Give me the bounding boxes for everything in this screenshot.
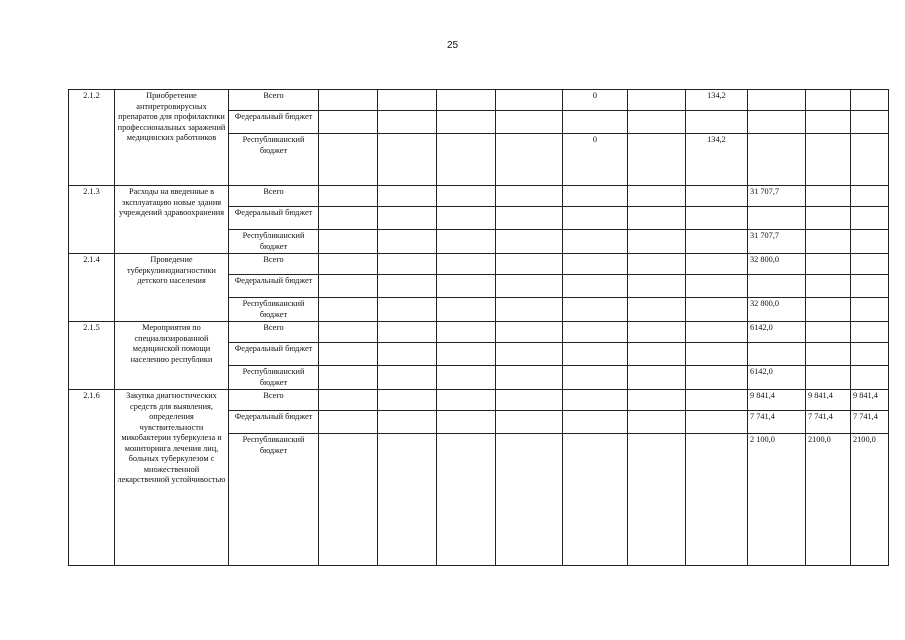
value-cell	[496, 111, 563, 134]
table-row	[69, 390, 889, 411]
section-number: 2.1.4	[69, 254, 115, 322]
value-cell	[628, 298, 686, 322]
value-cell	[686, 230, 748, 254]
value-cell	[496, 134, 563, 186]
value-cell: 9 841,4	[806, 390, 851, 411]
value-cell	[806, 343, 851, 366]
value-cell	[686, 254, 748, 275]
value-cell	[748, 343, 806, 366]
value-cell	[437, 186, 496, 207]
value-cell	[378, 322, 437, 343]
table-row	[69, 186, 889, 207]
value-cell	[851, 207, 889, 230]
value-cell	[748, 111, 806, 134]
funding-source: Всего	[229, 90, 319, 111]
value-cell	[686, 434, 748, 566]
value-cell	[851, 134, 889, 186]
value-cell	[628, 275, 686, 298]
funding-source: Федеральный бюджет	[229, 275, 319, 298]
value-cell	[319, 90, 378, 111]
value-cell	[628, 366, 686, 390]
value-cell: 134,2	[686, 90, 748, 111]
value-cell	[496, 343, 563, 366]
value-cell	[496, 275, 563, 298]
value-cell	[851, 90, 889, 111]
value-cell	[748, 207, 806, 230]
value-cell	[496, 322, 563, 343]
value-cell	[378, 366, 437, 390]
value-cell	[851, 230, 889, 254]
value-cell	[378, 411, 437, 434]
value-cell	[496, 230, 563, 254]
value-cell: 7 741,4	[748, 411, 806, 434]
value-cell	[686, 366, 748, 390]
value-cell	[319, 434, 378, 566]
value-cell	[496, 186, 563, 207]
value-cell	[319, 322, 378, 343]
page-number: 25	[446, 40, 459, 51]
value-cell	[628, 134, 686, 186]
funding-source: Республиканский бюджет	[229, 134, 319, 186]
value-cell	[496, 90, 563, 111]
value-cell	[628, 230, 686, 254]
value-cell	[806, 275, 851, 298]
value-cell	[806, 230, 851, 254]
value-cell	[496, 390, 563, 411]
value-cell	[378, 390, 437, 411]
funding-source: Всего	[229, 322, 319, 343]
value-cell	[496, 366, 563, 390]
value-cell	[628, 254, 686, 275]
value-cell	[851, 111, 889, 134]
value-cell	[378, 111, 437, 134]
value-cell: 2100,0	[851, 434, 889, 566]
value-cell	[496, 411, 563, 434]
value-cell	[437, 298, 496, 322]
value-cell: 6142,0	[748, 322, 806, 343]
value-cell	[686, 390, 748, 411]
section-number: 2.1.2	[69, 90, 115, 186]
value-cell	[563, 186, 628, 207]
value-cell: 31 707,7	[748, 186, 806, 207]
value-cell	[437, 366, 496, 390]
value-cell	[319, 254, 378, 275]
value-cell	[437, 434, 496, 566]
value-cell	[496, 434, 563, 566]
value-cell	[437, 411, 496, 434]
value-cell	[563, 366, 628, 390]
value-cell	[563, 275, 628, 298]
value-cell	[628, 90, 686, 111]
funding-source: Всего	[229, 254, 319, 275]
value-cell	[806, 186, 851, 207]
value-cell	[319, 134, 378, 186]
value-cell	[437, 275, 496, 298]
value-cell	[319, 111, 378, 134]
value-cell: 7 741,4	[851, 411, 889, 434]
value-cell	[437, 343, 496, 366]
value-cell	[851, 186, 889, 207]
value-cell	[748, 134, 806, 186]
value-cell	[378, 343, 437, 366]
table-row	[69, 322, 889, 343]
section-number: 2.1.6	[69, 390, 115, 566]
value-cell	[319, 390, 378, 411]
value-cell	[378, 207, 437, 230]
value-cell	[378, 134, 437, 186]
value-cell	[319, 411, 378, 434]
value-cell	[686, 411, 748, 434]
value-cell: 0	[563, 90, 628, 111]
value-cell: 32 800,0	[748, 254, 806, 275]
value-cell	[437, 111, 496, 134]
value-cell	[851, 275, 889, 298]
value-cell	[563, 322, 628, 343]
value-cell	[748, 90, 806, 111]
value-cell	[563, 207, 628, 230]
value-cell: 2100,0	[806, 434, 851, 566]
funding-source: Республиканский бюджет	[229, 434, 319, 566]
section-number: 2.1.5	[69, 322, 115, 390]
value-cell	[319, 343, 378, 366]
table-row	[69, 90, 889, 111]
value-cell	[628, 411, 686, 434]
value-cell	[686, 111, 748, 134]
value-cell	[628, 207, 686, 230]
value-cell	[851, 298, 889, 322]
section-number: 2.1.3	[69, 186, 115, 254]
value-cell	[563, 254, 628, 275]
value-cell	[496, 298, 563, 322]
value-cell	[628, 322, 686, 343]
value-cell	[378, 90, 437, 111]
value-cell	[806, 90, 851, 111]
value-cell	[628, 434, 686, 566]
value-cell	[563, 434, 628, 566]
value-cell	[851, 343, 889, 366]
value-cell	[806, 207, 851, 230]
table-row	[69, 254, 889, 275]
value-cell	[686, 186, 748, 207]
value-cell	[686, 343, 748, 366]
value-cell	[437, 207, 496, 230]
section-name: Закупка диагностических средств для выявления, определения чувствительности микобактерии туберкулеза и мониторинга лечения лиц, больных туберкулезом с множественной лекарственной устойчивостью	[115, 390, 229, 566]
value-cell	[563, 111, 628, 134]
funding-source: Федеральный бюджет	[229, 343, 319, 366]
value-cell	[378, 230, 437, 254]
value-cell	[437, 322, 496, 343]
value-cell	[319, 207, 378, 230]
section-name: Мероприятия по специализированной медицинской помощи населению республики	[115, 322, 229, 390]
value-cell: 9 841,4	[748, 390, 806, 411]
section-name: Проведение туберкулинодиагностики детского населения	[115, 254, 229, 322]
section-name: Расходы на введенные в эксплуатацию новые здания учреждений здравоохранения	[115, 186, 229, 254]
value-cell	[806, 322, 851, 343]
value-cell	[496, 207, 563, 230]
value-cell	[563, 390, 628, 411]
value-cell	[851, 322, 889, 343]
value-cell	[319, 186, 378, 207]
value-cell	[563, 411, 628, 434]
funding-source: Республиканский бюджет	[229, 298, 319, 322]
value-cell: 9 841,4	[851, 390, 889, 411]
value-cell	[378, 298, 437, 322]
value-cell	[319, 230, 378, 254]
value-cell	[563, 230, 628, 254]
value-cell	[686, 298, 748, 322]
value-cell	[437, 390, 496, 411]
value-cell: 2 100,0	[748, 434, 806, 566]
value-cell	[437, 254, 496, 275]
value-cell: 32 800,0	[748, 298, 806, 322]
funding-source: Республиканский бюджет	[229, 366, 319, 390]
value-cell: 6142,0	[748, 366, 806, 390]
value-cell	[628, 343, 686, 366]
value-cell	[378, 254, 437, 275]
value-cell	[628, 186, 686, 207]
value-cell	[378, 275, 437, 298]
funding-source: Всего	[229, 186, 319, 207]
funding-source: Федеральный бюджет	[229, 207, 319, 230]
value-cell	[628, 390, 686, 411]
value-cell	[686, 207, 748, 230]
funding-source: Республиканский бюджет	[229, 230, 319, 254]
value-cell	[319, 275, 378, 298]
value-cell: 0	[563, 134, 628, 186]
value-cell	[806, 111, 851, 134]
value-cell	[851, 254, 889, 275]
value-cell: 134,2	[686, 134, 748, 186]
value-cell	[563, 343, 628, 366]
value-cell	[806, 134, 851, 186]
funding-source: Федеральный бюджет	[229, 111, 319, 134]
value-cell	[319, 366, 378, 390]
budget-table	[68, 89, 889, 566]
funding-source: Всего	[229, 390, 319, 411]
value-cell	[806, 254, 851, 275]
value-cell	[319, 298, 378, 322]
value-cell	[748, 275, 806, 298]
value-cell: 7 741,4	[806, 411, 851, 434]
value-cell	[437, 90, 496, 111]
value-cell	[437, 134, 496, 186]
value-cell	[378, 434, 437, 566]
value-cell	[628, 111, 686, 134]
value-cell	[563, 298, 628, 322]
value-cell	[686, 275, 748, 298]
funding-source: Федеральный бюджет	[229, 411, 319, 434]
value-cell	[378, 186, 437, 207]
value-cell	[437, 230, 496, 254]
value-cell	[496, 254, 563, 275]
section-name: Приобретение антиретровирусных препаратов для профилактики профессиональных заражений медицинских работников	[115, 90, 229, 186]
value-cell	[806, 366, 851, 390]
value-cell: 31 707,7	[748, 230, 806, 254]
value-cell	[851, 366, 889, 390]
value-cell	[806, 298, 851, 322]
value-cell	[686, 322, 748, 343]
